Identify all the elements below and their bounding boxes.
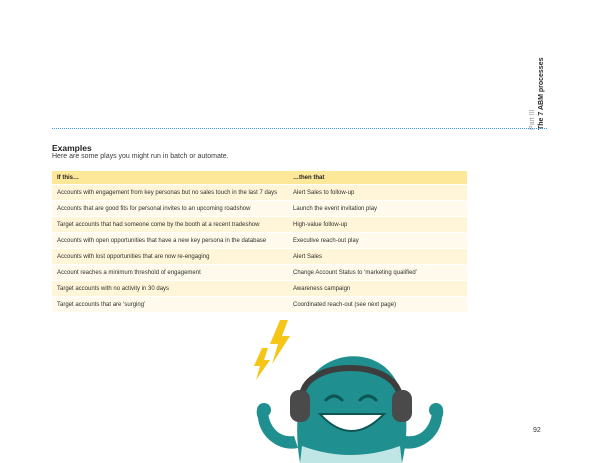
condition-cell: Target accounts that are ‘surging’	[52, 297, 288, 313]
condition-cell: Account reaches a minimum threshold of engagement	[52, 265, 288, 281]
plays-table	[52, 171, 467, 313]
headset-left-cup	[290, 390, 310, 422]
condition-cell: Accounts with open opportunities that have a new key persona in the database	[52, 233, 288, 249]
part-name: The 7 ABM processes	[538, 57, 545, 130]
condition-cell: Target accounts that had someone come by the booth at a recent tradeshow	[52, 217, 288, 233]
action-cell: Alert Sales to follow-up	[288, 185, 467, 201]
section-subheading: Here are some plays you might run in batch or automate.	[52, 153, 229, 160]
table-row	[52, 249, 467, 265]
part-label: Part III	[529, 109, 536, 130]
action-cell: High-value follow-up	[288, 217, 467, 233]
headset-right-cup	[392, 390, 412, 422]
header-if-this: If this…	[52, 171, 288, 185]
mascot-body	[297, 356, 406, 463]
action-cell: Executive reach-out play	[288, 233, 467, 249]
table-row	[52, 297, 467, 313]
action-cell: Coordinated reach-out (see next page)	[288, 297, 467, 313]
action-cell: Launch the event invitation play	[288, 201, 467, 217]
table-row	[52, 201, 467, 217]
table-row	[52, 185, 467, 201]
condition-cell: Accounts with engagement from key personas but no sales touch in the last 7 days	[52, 185, 288, 201]
table-row	[52, 217, 467, 233]
condition-cell: Accounts that are good fits for personal invites to an upcoming roadshow	[52, 201, 288, 217]
dotted-divider	[52, 128, 547, 129]
table-header-row	[52, 171, 467, 185]
page-number: 92	[533, 427, 541, 434]
action-cell: Change Account Status to ‘marketing qualified’	[288, 265, 467, 281]
section-side-title	[528, 20, 548, 130]
table-row	[52, 233, 467, 249]
header-then-that: …then that	[288, 171, 467, 185]
table-row	[52, 281, 467, 297]
condition-cell: Accounts with lost opportunities that are now re-engaging	[52, 249, 288, 265]
headset-mascot-illustration	[250, 318, 450, 463]
table-row	[52, 265, 467, 281]
section-heading: Examples	[52, 143, 92, 153]
lightning-bolt-icon	[270, 320, 290, 364]
action-cell: Awareness campaign	[288, 281, 467, 297]
lightning-bolt-icon	[254, 348, 270, 380]
condition-cell: Target accounts with no activity in 30 days	[52, 281, 288, 297]
action-cell: Alert Sales	[288, 249, 467, 265]
